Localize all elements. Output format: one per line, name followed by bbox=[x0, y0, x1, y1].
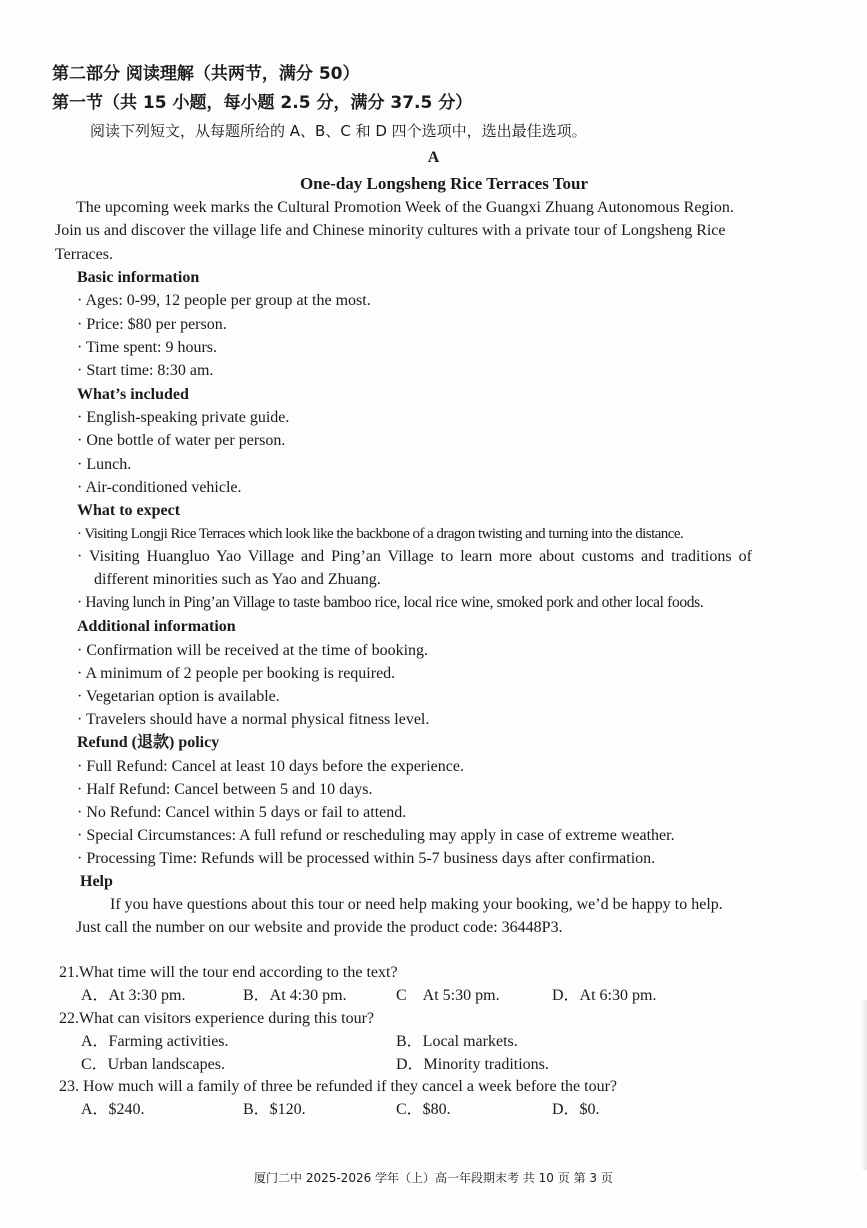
question-stem: 22.What can visitors experience during this tour? bbox=[59, 1010, 375, 1027]
option-c: C．$80. bbox=[396, 1101, 451, 1118]
refund-heading: Refund (退款) policy bbox=[77, 734, 220, 751]
list-item: · Visiting Huangluo Yao Village and Ping’an Village to learn more about customs and traditions of bbox=[77, 548, 752, 565]
scan-edge-shadow bbox=[861, 1000, 867, 1170]
included-heading: What’s included bbox=[77, 386, 189, 403]
list-item: · Half Refund: Cancel between 5 and 10 days. bbox=[77, 781, 373, 798]
page-footer: 厦门二中 2025-2026 学年（上）高一年段期末考 共 10 页 第 3 页 bbox=[254, 1171, 613, 1185]
list-item: · Special Circumstances: A full refund or rescheduling may apply in case of extreme weather. bbox=[77, 827, 675, 844]
list-item: · Visiting Longji Rice Terraces which look like the backbone of a dragon twisting and turning into the distance. bbox=[77, 526, 684, 542]
list-item: · No Refund: Cancel within 5 days or fail to attend. bbox=[77, 804, 407, 821]
intro-line: Terraces. bbox=[55, 246, 113, 263]
question-stem: 21.What time will the tour end according to the text? bbox=[59, 964, 398, 981]
option-b: B．$120. bbox=[243, 1101, 306, 1118]
option-b: B．At 4:30 pm. bbox=[243, 987, 347, 1004]
list-item: · Full Refund: Cancel at least 10 days before the experience. bbox=[77, 758, 464, 775]
option-a: A．At 3:30 pm. bbox=[81, 987, 186, 1004]
additional-heading: Additional information bbox=[77, 618, 236, 635]
help-text: Just call the number on our website and provide the product code: 36448P3. bbox=[76, 919, 563, 936]
list-item: · Ages: 0-99, 12 people per group at the most. bbox=[77, 292, 371, 309]
option-c: C．Urban landscapes. bbox=[81, 1056, 225, 1073]
list-item: · One bottle of water per person. bbox=[77, 432, 286, 449]
list-item: · Lunch. bbox=[77, 456, 132, 473]
list-item: · Processing Time: Refunds will be processed within 5-7 business days after confirmation. bbox=[77, 850, 656, 867]
list-item: · Air-conditioned vehicle. bbox=[77, 479, 242, 496]
basic-info-heading: Basic information bbox=[77, 269, 200, 286]
list-item: · Having lunch in Ping’an Village to taste bamboo rice, local rice wine, smoked pork and other local foods. bbox=[77, 594, 704, 611]
list-item: · Time spent: 9 hours. bbox=[77, 339, 218, 356]
intro-line: Join us and discover the village life and Chinese minority cultures with a private tour of Longsheng Rice bbox=[55, 222, 726, 239]
section-heading: 第一节（共 15 小题，每小题 2.5 分，满分 37.5 分） bbox=[52, 93, 473, 113]
option-a: A．$240. bbox=[81, 1101, 145, 1118]
list-item: · Vegetarian option is available. bbox=[77, 688, 280, 705]
passage-title: One-day Longsheng Rice Terraces Tour bbox=[299, 174, 589, 193]
list-item: · Confirmation will be received at the time of booking. bbox=[77, 642, 429, 659]
list-item: · Price: $80 per person. bbox=[77, 316, 227, 333]
expect-heading: What to expect bbox=[77, 502, 181, 519]
option-a: A．Farming activities. bbox=[81, 1033, 229, 1050]
option-d: D．Minority traditions. bbox=[396, 1056, 549, 1073]
instruction-text: 阅读下列短文，从每题所给的 A、B、C 和 D 四个选项中，选出最佳选项。 bbox=[90, 122, 587, 140]
passage-letter: A bbox=[427, 149, 440, 166]
list-item: · Start time: 8:30 am. bbox=[77, 362, 214, 379]
question-stem: 23. How much will a family of three be refunded if they cancel a week before the tour? bbox=[59, 1078, 617, 1095]
option-c: C At 5:30 pm. bbox=[396, 987, 500, 1004]
list-item: · A minimum of 2 people per booking is required. bbox=[77, 665, 396, 682]
intro-line: The upcoming week marks the Cultural Promotion Week of the Guangxi Zhuang Autonomous Region. bbox=[76, 199, 734, 216]
part-heading: 第二部分 阅读理解（共两节，满分 50） bbox=[52, 64, 360, 84]
option-d: D．At 6:30 pm. bbox=[552, 987, 657, 1004]
help-text: If you have questions about this tour or need help making your booking, we’d be happy to help. bbox=[110, 896, 723, 913]
help-heading: Help bbox=[80, 873, 113, 890]
list-item: · Travelers should have a normal physical fitness level. bbox=[77, 711, 430, 728]
option-d: D．$0. bbox=[552, 1101, 600, 1118]
list-item-continued: different minorities such as Yao and Zhuang. bbox=[94, 571, 381, 588]
list-item: · English-speaking private guide. bbox=[77, 409, 290, 426]
option-b: B．Local markets. bbox=[396, 1033, 518, 1050]
